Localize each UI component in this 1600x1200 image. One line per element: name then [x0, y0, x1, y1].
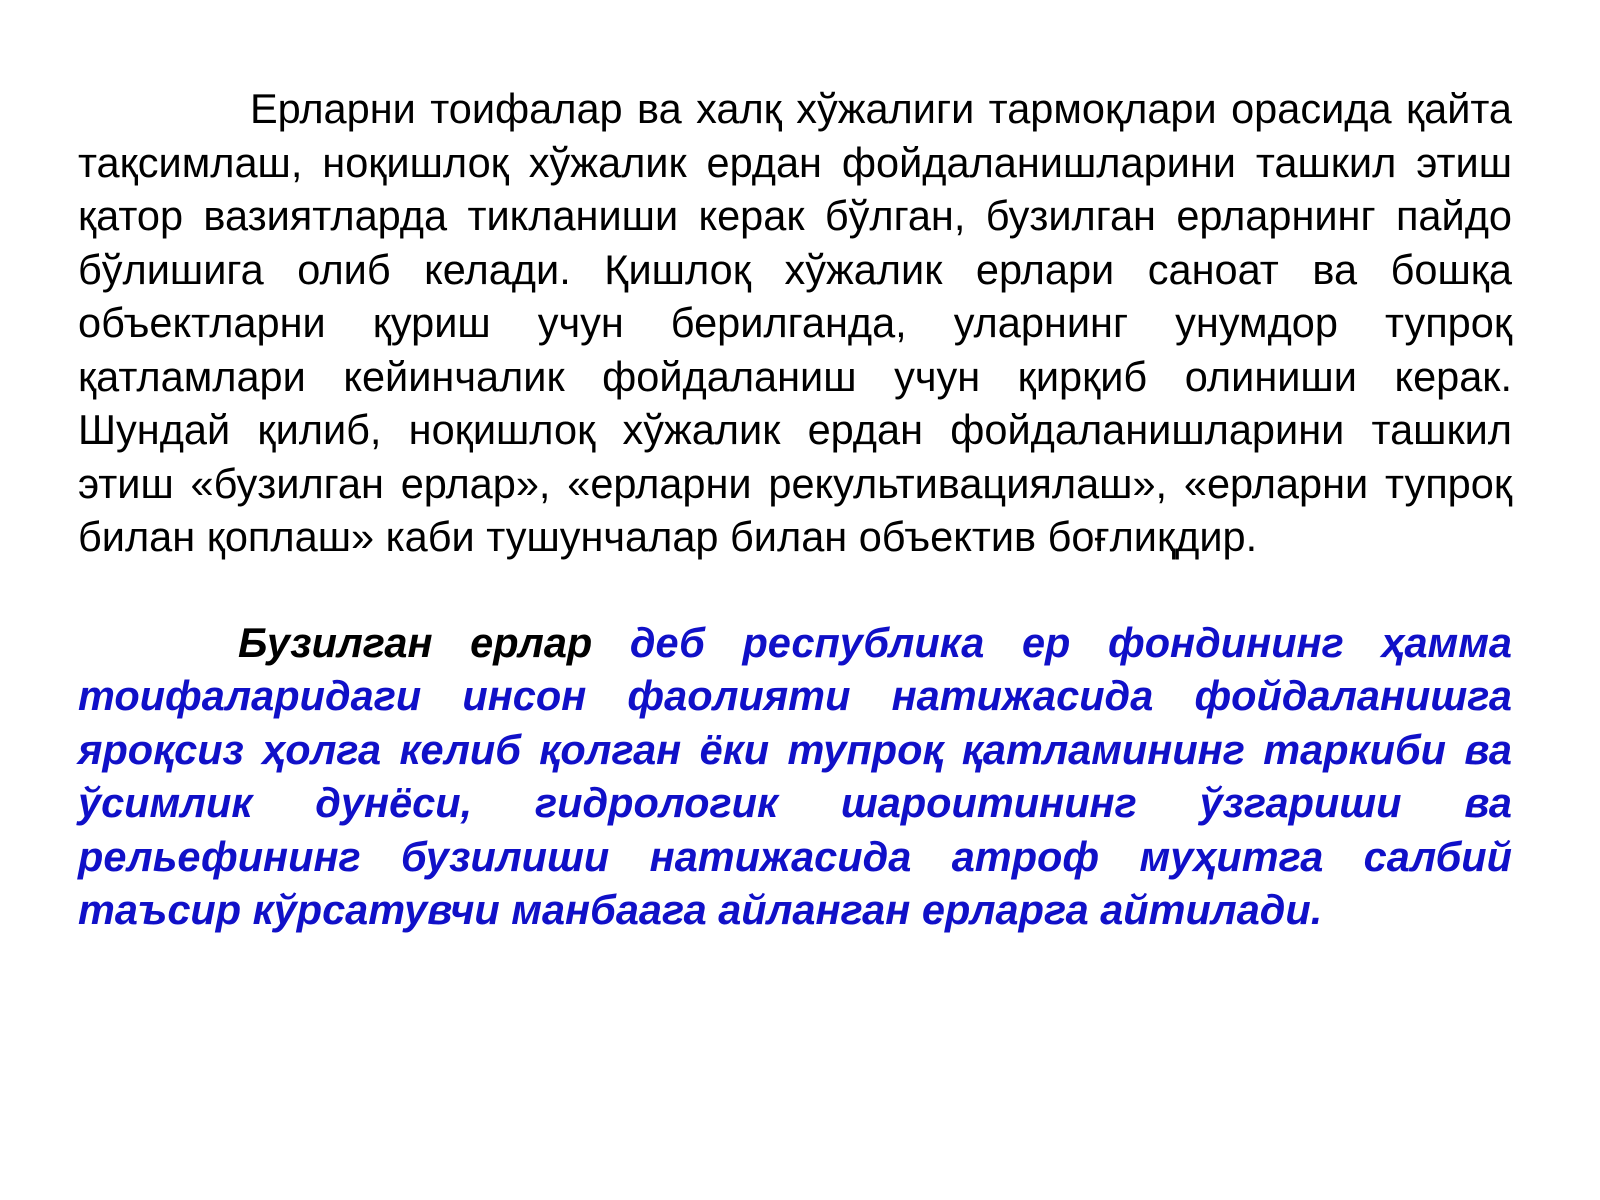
paragraph-intro: Ерларни тоифалар ва халқ хўжалиги тармоқлари орасида қайта тақсимлаш, ноқишлоқ хўжалик ердан фойдаланишларини ташкил этиш қатор вазиятларда тикланиши керак бўлган, бузилган ерларнинг пайдо бўлишига олиб келади. Қишлоқ хўжалик ерлари саноат ва бошқа объектларни қуриш учун берилганда, уларнинг унумдор тупроқ қатламлари кейинчалик фойдаланиш учун қирқиб олиниши керак. Шундай қилиб, ноқишлоқ хўжалик ердан фойдаланишларини ташкил этиш «бузилган ерлар», «ерларни рекультивациялаш», «ерларни тупроқ билан қоплаш» каби тушунчалар билан объектив боғлиқдир.: [78, 85, 1512, 560]
term-definition: деб республика ер фондининг ҳамма тоифаларидаги инсон фаолияти натижасида фойдаланишга яроқсиз ҳолга келиб қолган ёки тупроқ қатламининг таркиби ва ўсимлик дунёси, гидрологик шароитининг ўзгариши ва рельефининг бузилиши натижасида атроф муҳитга салбий таъсир кўрсатувчи манбаага айланган ерларга айтилади.: [78, 618, 1513, 933]
defined-term: Бузилган ерлар: [238, 618, 593, 666]
text-body: [78, 82, 1512, 937]
paragraph-definition: [78, 616, 1512, 937]
